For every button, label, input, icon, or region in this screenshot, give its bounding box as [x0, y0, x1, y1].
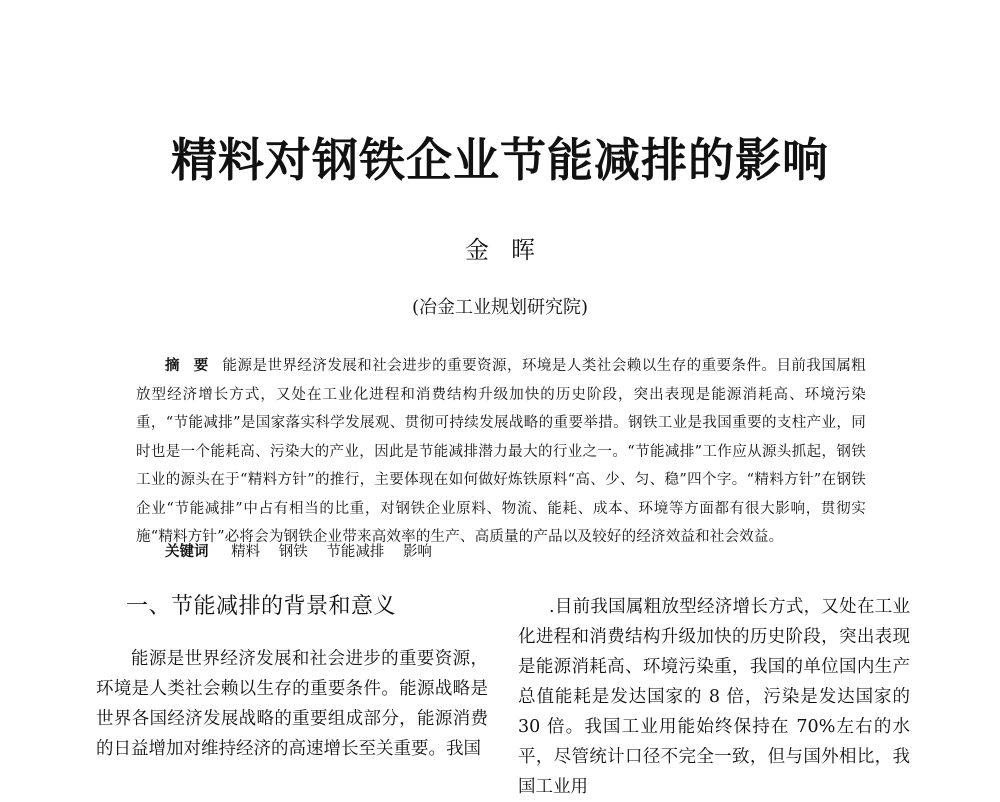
body-column-right: [518, 592, 910, 802]
abstract-label: 摘要: [165, 357, 223, 374]
section-heading: 一、节能减排的背景和意义: [126, 594, 397, 619]
keyword-item: 钢铁: [278, 544, 308, 560]
keyword-item: 精料: [231, 544, 261, 560]
body-column-left: [96, 592, 488, 764]
body-paragraph: 能源是世界经济发展和社会进步的重要资源，环境是人类社会赖以生存的重要条件。能源战略是世界各国经济发展战略的重要组成部分，能源消费的日益增加对维持经济的高速增长至关重要。我国: [96, 649, 488, 759]
keywords-label: 关键词: [165, 543, 209, 560]
keywords: [165, 538, 865, 566]
author-name: 金晖: [465, 236, 557, 264]
keyword-item: 影响: [402, 544, 432, 560]
article-title: 精料对钢铁企业节能减排的影响: [171, 133, 829, 187]
body-paragraph: .目前我国属粗放型经济增长方式，又处在工业化进程和消费结构升级加快的历史阶段，突出表现是能源消耗高、环境污染重，我国的单位国内生产总值能耗是发达国家的 8 倍，污染是发达国家的 30 倍。我国工业用能始终保持在 70%左右的水平，尽管统计口径不完全一致，但与国外相比，我国工业用: [518, 597, 910, 797]
abstract-text: 能源是世界经济发展和社会进步的重要资源，环境是人类社会赖以生存的重要条件。目前我国属粗放型经济增长方式，又处在工业化进程和消费结构升级加快的历史阶段，突出表现是能源消耗高、环境污染重，“节能减排”是国家落实科学发展观、贯彻可持续发展战略的重要举措。钢铁工业是我国重要的支柱产业，同时也是一个能耗高、污染大的产业，因此是节能减排潜力最大的行业之一。“节能减排”工作应从源头抓起，钢铁工业的源头在于“精料方针”的推行，主要体现在如何做好炼铁原料“高、少、匀、稳”四个字。“精料方针”在钢铁企业“节能减排”中占有相当的比重，对钢铁企业原料、物流、能耗、成本、环境等方面都有很大影响，贯彻实施“精料方针”必将会为钢铁企业带来高效率的生产、高质量的产品以及较好的经济效益和社会效益。: [136, 358, 866, 545]
abstract: [136, 352, 866, 552]
author-affiliation: (冶金工业规划研究院): [411, 297, 589, 318]
keyword-item: 节能减排: [326, 544, 385, 560]
